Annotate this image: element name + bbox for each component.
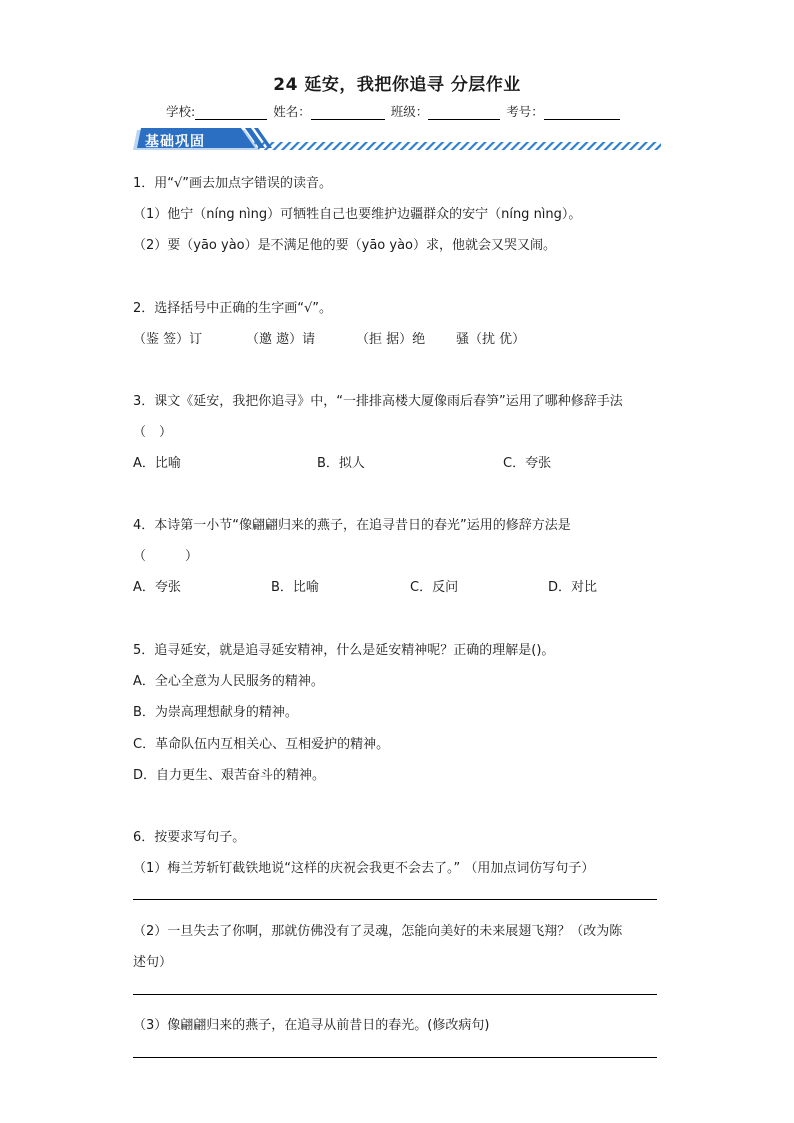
q3-stem: 3．课文《延安，我把你追寻》中，“一排排高楼大厦像雨后春笋”运用了哪种修辞手法 [133, 394, 623, 409]
section-title: 基础巩固 [145, 134, 205, 150]
class-field[interactable] [428, 106, 500, 120]
q5-option-b[interactable]: B．为崇高理想献身的精神。 [133, 705, 298, 720]
q5-option-c[interactable]: C．革命队伍内互相关心、互相爱护的精神。 [133, 737, 390, 752]
page-title: 24 延安，我把你追寻 分层作业 [273, 75, 521, 95]
q4-option-c[interactable]: C．反问 [410, 580, 459, 595]
q1-sub1: （1）他宁（níng nìng）可牺牲自己也要维护边疆群众的安宁（níng nìng）。 [133, 207, 582, 222]
q3-answer-paren[interactable]: （ ） [133, 425, 173, 440]
q2-options [133, 328, 525, 347]
q2-option[interactable]: （拒 据）绝 [356, 332, 426, 347]
q4-options [133, 576, 597, 595]
q5-option-d[interactable]: D．自力更生、艰苦奋斗的精神。 [133, 768, 326, 783]
class-label: 班级： [390, 104, 429, 119]
q6-sub2-answer-line[interactable] [133, 994, 657, 995]
q2-option[interactable]: （鉴 签）订 [133, 332, 203, 347]
q6-sub1-answer-line[interactable] [133, 899, 657, 900]
q3-option-a[interactable]: A．比喻 [133, 456, 181, 471]
q4-option-a[interactable]: A．夸张 [133, 580, 181, 595]
q6-sub3: （3）像翩翩归来的燕子，在追寻从前昔日的春光。(修改病句) [133, 1018, 490, 1033]
q3-option-c[interactable]: C．夸张 [503, 456, 552, 471]
exam-no-label: 考号： [506, 104, 544, 119]
q4-stem: 4．本诗第一小节“像翩翩归来的燕子，在追寻昔日的春光”运用的修辞方法是 [133, 518, 571, 533]
name-label: 姓名： [273, 104, 311, 119]
q1-sub2: （2）要（yāo yào）是不满足他的要（yāo yào）求，他就会又哭又闹。 [133, 238, 556, 253]
q2-option[interactable]: 骚（扰 优） [456, 332, 526, 347]
q1-stem: 1．用“√”画去加点字错误的读音。 [133, 176, 333, 191]
student-info-row [166, 102, 622, 120]
school-label: 学校: [166, 104, 196, 119]
exam-no-field[interactable] [544, 106, 620, 120]
q3-option-b[interactable]: B．拟人 [317, 456, 365, 471]
q3-options [133, 452, 551, 471]
name-field[interactable] [311, 106, 385, 120]
q4-option-d[interactable]: D．对比 [548, 580, 598, 595]
school-field[interactable] [195, 106, 267, 120]
q2-stem: 2．选择括号中正确的生字画“√”。 [133, 301, 333, 316]
q2-option[interactable]: （邀 遨）请 [246, 332, 316, 347]
section-banner [133, 128, 663, 152]
q6-sub2-line1: （2）一旦失去了你啊，那就仿佛没有了灵魂，怎能向美好的未来展翅飞翔？（改为陈 [133, 924, 623, 939]
q5-stem: 5．追寻延安，就是追寻延安精神，什么是延安精神呢？正确的理解是()。 [133, 643, 555, 658]
q5-option-a[interactable]: A．全心全意为人民服务的精神。 [133, 674, 324, 689]
q6-stem: 6．按要求写句子。 [133, 830, 246, 845]
section-banner-graphic [133, 128, 663, 152]
q4-answer-paren[interactable]: （ ） [133, 549, 199, 564]
q6-sub1: （1）梅兰芳斩钉截铁地说“这样的庆祝会我更不会去了。” （用加点词仿写句子） [133, 861, 595, 876]
q6-sub2-line2: 述句） [133, 955, 173, 970]
q4-option-b[interactable]: B．比喻 [271, 580, 319, 595]
q6-sub3-answer-line[interactable] [133, 1057, 657, 1058]
